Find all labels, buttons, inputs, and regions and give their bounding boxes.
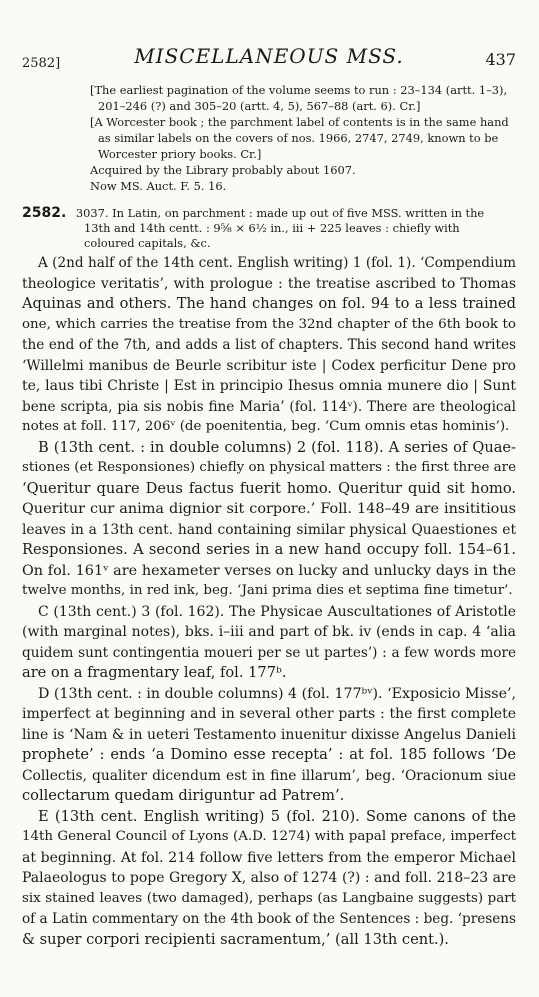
text-line: Responsiones. A second series in a new hand occupy foll. 154–61. bbox=[22, 541, 516, 558]
text-line: line is ‘Nam & in ueteri Testamento inuenitur dixisse Angelus Danieli bbox=[22, 726, 516, 743]
text-line: ‘Queritur quare Deus factus fuerit homo. Queritur quid sit homo. bbox=[22, 479, 516, 497]
text-line: B (13th cent. : in double columns) 2 (fol. 118). A series of Quae- bbox=[38, 438, 516, 456]
note-worcester bbox=[90, 114, 516, 162]
text-line: E (13th cent. English writing) 5 (fol. 210). Some canons of the bbox=[38, 807, 516, 825]
text-line: 14th General Council of Lyons (A.D. 1274) with papal preface, imperfect bbox=[22, 829, 516, 844]
note-shelfmark bbox=[90, 178, 516, 194]
note-line: 201–246 (?) and 305–20 (artt. 4, 5), 567–88 (art. 6). Cr.] bbox=[98, 99, 421, 113]
text-line: On fol. 161ᵛ are hexameter verses on lucky and unlucky days in the bbox=[22, 562, 516, 579]
note-line: [The earliest pagination of the volume seems to run : 23–134 (artt. 1–3), bbox=[90, 83, 508, 97]
text-line: (with marginal notes), bks. i–iii and part of bk. iv (ends in cap. 4 ‘alia bbox=[22, 624, 516, 640]
entry-range-left: 2582] bbox=[22, 56, 61, 71]
text-line: notes at foll. 117, 206ᵛ (de poenitentia, beg. ‘Cum omnis etas hominis’). bbox=[22, 419, 510, 434]
text-line: D (13th cent. : in double columns) 4 (fol. 177ᵇᵛ). ‘Exposicio Misse’, bbox=[38, 685, 516, 702]
entry-description-line: 13th and 14th centt. : 9⅝ × 6½ in., iii + 225 leaves : chiefly with bbox=[84, 221, 460, 235]
text-line: Queritur cur anima dignior sit corpore.’ Foll. 148–49 are insititious bbox=[22, 501, 516, 517]
entry-description-line: coloured capitals, &c. bbox=[84, 236, 211, 250]
section-a bbox=[22, 253, 516, 438]
text-line: six stained leaves (two damaged), perhaps (as Langbaine suggests) part bbox=[22, 890, 516, 906]
section-d bbox=[22, 684, 516, 807]
section-b bbox=[22, 438, 516, 602]
text-line: twelve months, in red ink, beg. ‘Jani prima dies et septima fine timetur’. bbox=[22, 583, 513, 598]
text-line: at beginning. At fol. 214 follow five letters from the emperor Michael bbox=[22, 849, 516, 866]
entry-description: 3037. In Latin, on parchment : made up out of five MSS. written in the bbox=[75, 206, 485, 220]
entry-number: 2582. bbox=[22, 205, 67, 221]
text-line: C (13th cent.) 3 (fol. 162). The Physicae Auscultationes of Aristotle bbox=[38, 603, 516, 620]
text-line: imperfect at beginning and in several other parts : the first complete bbox=[22, 706, 516, 722]
note-line: Now MS. Auct. F. 5. 16. bbox=[90, 179, 227, 193]
text-line: Collectis, qualiter dicendum est in fine illarum’, beg. ‘Oracionum siue bbox=[22, 767, 516, 784]
note-line: [A Worcester book ; the parchment label of contents is in the same hand bbox=[90, 115, 509, 129]
text-line: stiones (et Responsiones) chiefly on physical matters : the first three are bbox=[22, 460, 516, 475]
text-line: Palaeologus to pope Gregory X, also of 1274 (?) : and foll. 218–23 are bbox=[22, 870, 516, 886]
text-line: are on a fragmentary leaf, fol. 177ᵇ. bbox=[22, 664, 287, 681]
text-line: ‘Willelmi manibus de Beurle scribitur iste | Codex perficitur Dene pro bbox=[22, 357, 516, 374]
text-line: the end of the 7th, and adds a list of chapters. This second hand writes bbox=[22, 337, 516, 353]
page-title: MISCELLANEOUS MSS. bbox=[134, 44, 404, 68]
text-line: Aquinas and others. The hand changes on fol. 94 to a less trained bbox=[22, 295, 516, 312]
text-line: quidem sunt contingentia moueri per se ut partes’) : a few words more bbox=[22, 644, 516, 661]
text-line: one, which carries the treatise from the 32nd chapter of the 6th book to bbox=[22, 316, 516, 332]
text-line: A (2nd half of the 14th cent. English writing) 1 (fol. 1). ‘Compendium bbox=[38, 255, 516, 271]
text-line: te, laus tibi Christe | Est in principio Ihesus omnia munere dio | Sunt bbox=[22, 378, 516, 394]
section-e bbox=[22, 807, 516, 951]
text-line: prophete’ : ends ‘a Domino esse recepta’ : at fol. 185 follows ‘De bbox=[22, 746, 516, 763]
previous-entry-notes bbox=[90, 82, 516, 194]
text-line: collectarum quedam diriguntur ad Patrem’. bbox=[22, 787, 345, 804]
note-line: Worcester priory books. Cr.] bbox=[98, 147, 262, 161]
entry-heading bbox=[22, 206, 516, 251]
text-line: of a Latin commentary on the 4th book of the Sentences : beg. ‘presens bbox=[22, 911, 516, 927]
section-c bbox=[22, 602, 516, 684]
page bbox=[22, 44, 516, 950]
note-acquired bbox=[90, 162, 516, 178]
text-line: leaves in a 13th cent. hand containing similar physical Quaestiones et bbox=[22, 521, 516, 538]
note-line: Acquired by the Library probably about 1607. bbox=[90, 163, 356, 177]
page-number: 437 bbox=[485, 50, 516, 69]
text-line: bene scripta, pia sis nobis fine Maria’ (fol. 114ᵛ). There are theological bbox=[22, 398, 516, 415]
text-line: & super corpori recipienti sacramentum,’ (all 13th cent.). bbox=[22, 930, 449, 948]
note-pagination bbox=[90, 82, 516, 114]
note-line: as similar labels on the covers of nos. 1966, 2747, 2749, known to be bbox=[98, 131, 499, 145]
running-header bbox=[22, 44, 516, 72]
text-line: theologice veritatis’, with prologue : the treatise ascribed to Thomas bbox=[22, 275, 516, 292]
